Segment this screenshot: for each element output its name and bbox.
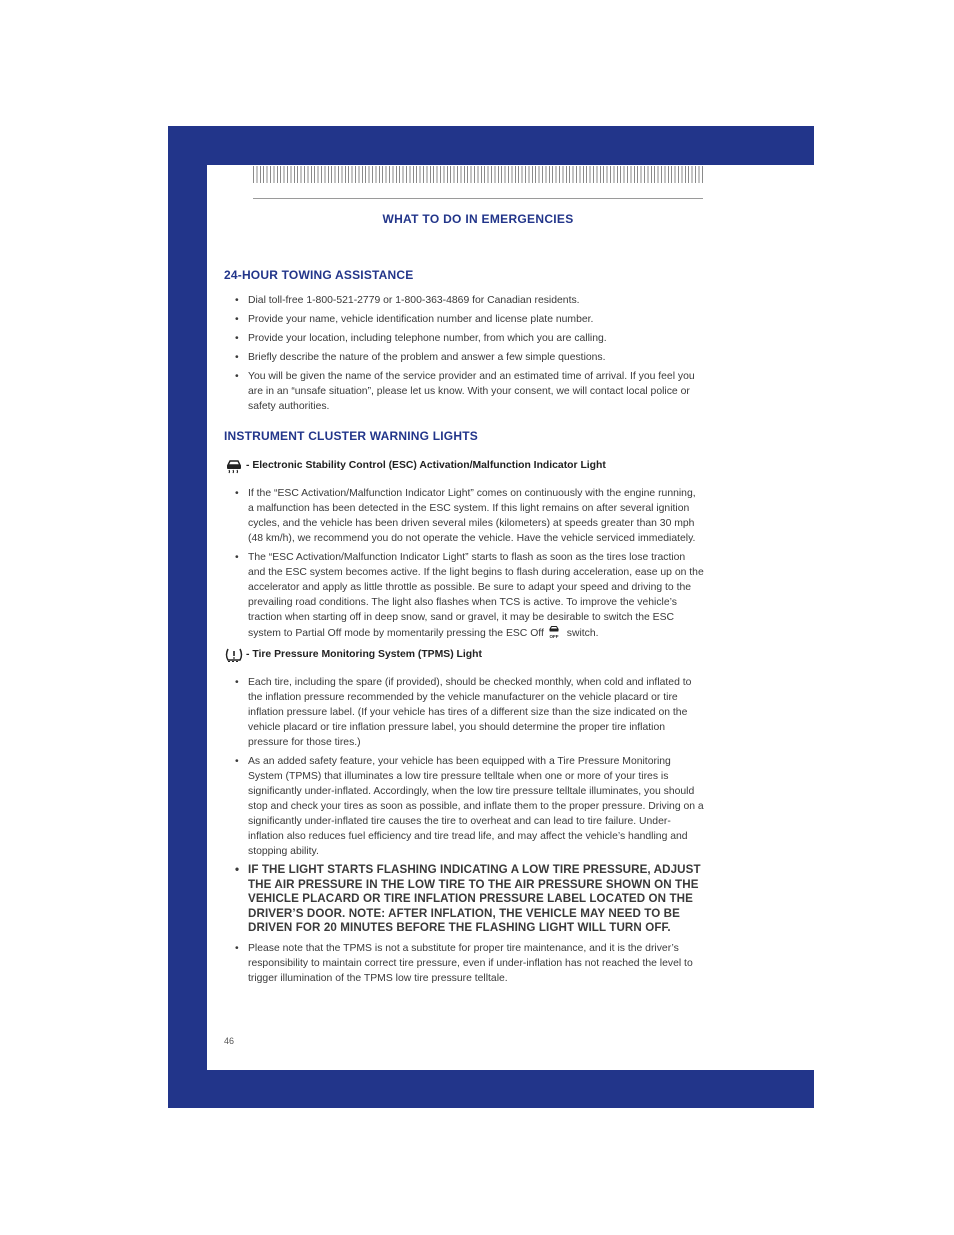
list-item: • Dial toll-free 1-800-521-2779 or 1-800-363-4869 for Canadian residents.: [224, 293, 704, 308]
list-item: • Briefly describe the nature of the problem and answer a few simple questions.: [224, 350, 704, 365]
section-title: WHAT TO DO IN EMERGENCIES: [382, 212, 574, 226]
list-item: • As an added safety feature, your vehicle has been equipped with a Tire Pressure Monitoring System (TPMS) that illuminates a low tire pressure telltale when one or more of your tires is significantly under-inflated. Accordingly, when the low tire pressure telltale illuminates, you should stop and check your tires as soon as possible, and inflate them to the proper pressure. Driving on a significantly under-inflated tire causes the tire to overheat and can lead to tire failure. Under-inflation also reduces fuel efficiency and tire tread life, and may affect the vehicle’s handling and stopping ability.: [224, 754, 704, 859]
tpms-title-text: - Tire Pressure Monitoring System (TPMS) Light: [246, 649, 482, 660]
list-item: • Provide your name, vehicle identification number and license plate number.: [224, 312, 704, 327]
tpms-warning: • IF THE LIGHT STARTS FLASHING INDICATING A LOW TIRE PRESSURE, ADJUST THE AIR PRESSURE IN THE LOW TIRE TO THE AIR PRESSURE SHOWN ON THE VEHICLE PLACARD OR TIRE INFLATION PRESSURE LABEL LOCATED ON THE DRIVER’S DOOR. NOTE: AFTER INFLATION, THE VEHICLE MAY NEED TO BE DRIVEN FOR 20 MINUTES BEFORE THE FLASHING LIGHT WILL TURN OFF.: [224, 863, 704, 936]
decorative-tick-strip: [253, 166, 703, 183]
list-item: • If the “ESC Activation/Malfunction Indicator Light” comes on continuously with the engine running, a malfunction has been detected in the ESC system. If this light remains on after several ignition cycles, and the vehicle has been driven several miles (kilometers) at speeds greater than 30 mph (48 km/h), we recommend you do not operate the vehicle. Have the vehicle serviced immediately.: [224, 486, 704, 546]
esc-item2-tail: switch.: [563, 628, 599, 639]
esc-list: [224, 486, 704, 641]
bottom-frame-band: [168, 1070, 814, 1108]
list-item: • Please note that the TPMS is not a substitute for proper tire maintenance, and it is the driver’s responsibility to maintain correct tire pressure, even if under-inflation has not reached the level to trigger illumination of the TPMS low tire pressure telltale.: [224, 941, 704, 986]
list-item: [224, 550, 704, 641]
towing-list: [224, 293, 704, 414]
esc-off-icon: [547, 625, 561, 639]
esc-indicator-title: [224, 458, 704, 474]
cluster-heading: INSTRUMENT CLUSTER WARNING LIGHTS: [224, 429, 478, 443]
esc-off-icon-label: OFF: [549, 634, 559, 639]
tpms-list: [224, 675, 704, 986]
esc-skid-icon: [224, 458, 244, 474]
header-rule: [253, 198, 703, 199]
esc-item2-text: The “ESC Activation/Malfunction Indicator Light” starts to flash as soon as the tires lose traction and the ESC system becomes active. If the light begins to flash during acceleration, ease up on the accelerator and apply as little throttle as possible. Be sure to adapt your speed and driving to the prevailing road conditions. The light also flashes when TCS is active. To improve the vehicle’s traction when starting off in deep snow, sand or gravel, it may be desirable to switch the ESC system to Partial Off mode by momentarily pressing the ESC Off: [248, 552, 704, 639]
top-frame-band: [168, 126, 814, 165]
page-content: [224, 267, 704, 986]
towing-heading: 24-HOUR TOWING ASSISTANCE: [224, 268, 414, 282]
list-item: • Provide your location, including telephone number, from which you are calling.: [224, 331, 704, 346]
left-frame-band: [168, 126, 207, 1108]
list-item: • Each tire, including the spare (if provided), should be checked monthly, when cold and inflated to the inflation pressure recommended by the vehicle manufacturer on the vehicle placard or tire inflation pressure label. (If your vehicle has tires of a different size than the size indicated on the vehicle placard or tire inflation pressure label, you should determine the proper tire inflation pressure for those tires.): [224, 675, 704, 750]
page-number: 46: [224, 1036, 235, 1046]
tpms-indicator-title: [224, 647, 704, 663]
tire-pressure-icon: [224, 647, 244, 663]
esc-title-text: - Electronic Stability Control (ESC) Activation/Malfunction Indicator Light: [246, 460, 606, 471]
list-item: • You will be given the name of the service provider and an estimated time of arrival. If you feel you are in an “unsafe situation”, please let us know. With your consent, we will contact local police or safety authorities.: [224, 369, 704, 414]
